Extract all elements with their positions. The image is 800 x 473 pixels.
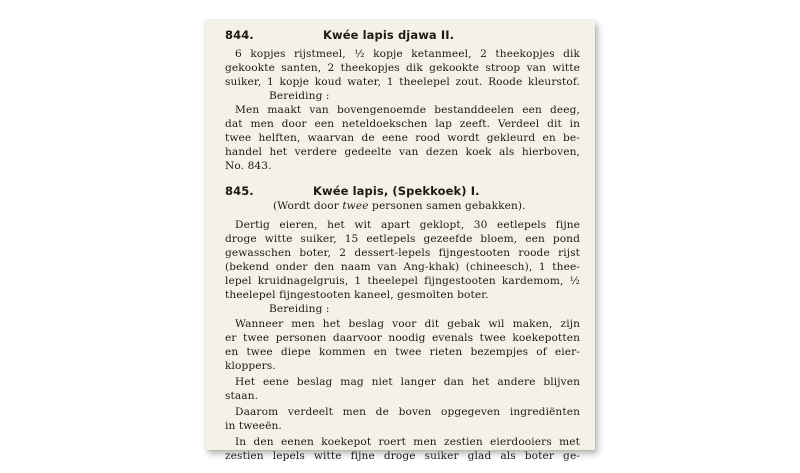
recipe-845-title: Kwée lapis, (Spekkoek) I. bbox=[313, 184, 480, 198]
recipe-844-number: 844. bbox=[225, 28, 254, 42]
recipe-844-method-line: Men maakt van bovengenoemde bestanddeelen een deeg, bbox=[235, 104, 580, 116]
recipe-844-method-line: twee helften, waarvan de eene rood wordt gekleurd en be- bbox=[225, 132, 580, 144]
recipe-844-method-line: No. 843. bbox=[225, 160, 272, 172]
recipe-844-method-line: handel het verdere gedeelte van dezen koek als hierboven, bbox=[225, 146, 580, 158]
recipe-845-ingredients-line: gewasschen boter, 2 dessert-lepels fijngestooten roode rijst bbox=[225, 247, 580, 259]
recipe-845-method-line: staan. bbox=[225, 390, 259, 402]
recipe-845-ingredients-line: Dertig eieren, het wit apart geklopt, 30 eetlepels fijne bbox=[235, 219, 580, 231]
recipe-844-method-line: dat men door een neteldoekschen lap zeeft. Verdeel dit in bbox=[225, 118, 580, 130]
recipe-844-bereiding-label: Bereiding : bbox=[269, 90, 330, 102]
recipe-845-method-line: en twee diepe kommen en twee rieten bezempjes of eier- bbox=[225, 346, 580, 358]
recipe-845-ingredients-line: theelepel fijngestooten kaneel, gesmolten boter. bbox=[225, 289, 489, 301]
recipe-844-ingredients-line: 6 kopjes rijstmeel, ½ kopje ketanmeel, 2 theekopjes dik bbox=[235, 48, 580, 60]
recipe-845-method-line: In den eenen koekepot roert men zestien eierdooiers met bbox=[235, 436, 580, 448]
recipe-845-number: 845. bbox=[225, 184, 254, 198]
recipe-845-ingredients-line: (bekend onder den naam van Ang-khak) (chineesch), 1 thee- bbox=[225, 261, 580, 273]
recipe-845-method-line: Daarom verdeelt men de boven opgegeven ingrediënten bbox=[235, 406, 580, 418]
recipe-844-ingredients-line: suiker, 1 kopje koud water, 1 theelepel zout. Roode kleurstof. bbox=[225, 76, 580, 88]
recipe-845-ingredients-line: droge witte suiker, 15 eetlepels gezeefde bloem, een pond bbox=[225, 233, 580, 245]
recipe-845-bereiding-label: Bereiding : bbox=[269, 303, 330, 315]
recipe-845-method-line: in tweeën. bbox=[225, 420, 282, 432]
recipe-845-method-line: er twee personen daarvoor noodig evenals twee koekepotten bbox=[225, 332, 580, 344]
recipe-845-subtitle bbox=[273, 199, 573, 213]
subtitle-emphasis: twee bbox=[342, 200, 369, 212]
subtitle-part: personen samen gebakken). bbox=[368, 200, 526, 212]
recipe-845-method-line: Het eene beslag mag niet langer dan het andere blijven bbox=[235, 376, 580, 388]
scanned-page bbox=[205, 20, 595, 462]
recipe-845-method-line: kloppers. bbox=[225, 360, 276, 372]
recipe-845-method-line: zestien lepels witte fijne droge suiker glad als boter ge- bbox=[225, 450, 580, 462]
recipe-845-method-line: Wanneer men het beslag voor dit gebak wil maken, zijn bbox=[235, 318, 580, 330]
recipe-845-ingredients-line: lepel kruidnagelgruis, 1 theelepel fijngestooten kardemom, ½ bbox=[225, 275, 580, 287]
recipe-844-ingredients-line: gekookte santen, 2 theekopjes dik gekookte stroop van witte bbox=[225, 62, 580, 74]
subtitle-part: (Wordt door bbox=[273, 200, 343, 212]
recipe-844-title: Kwée lapis djawa II. bbox=[323, 28, 455, 42]
